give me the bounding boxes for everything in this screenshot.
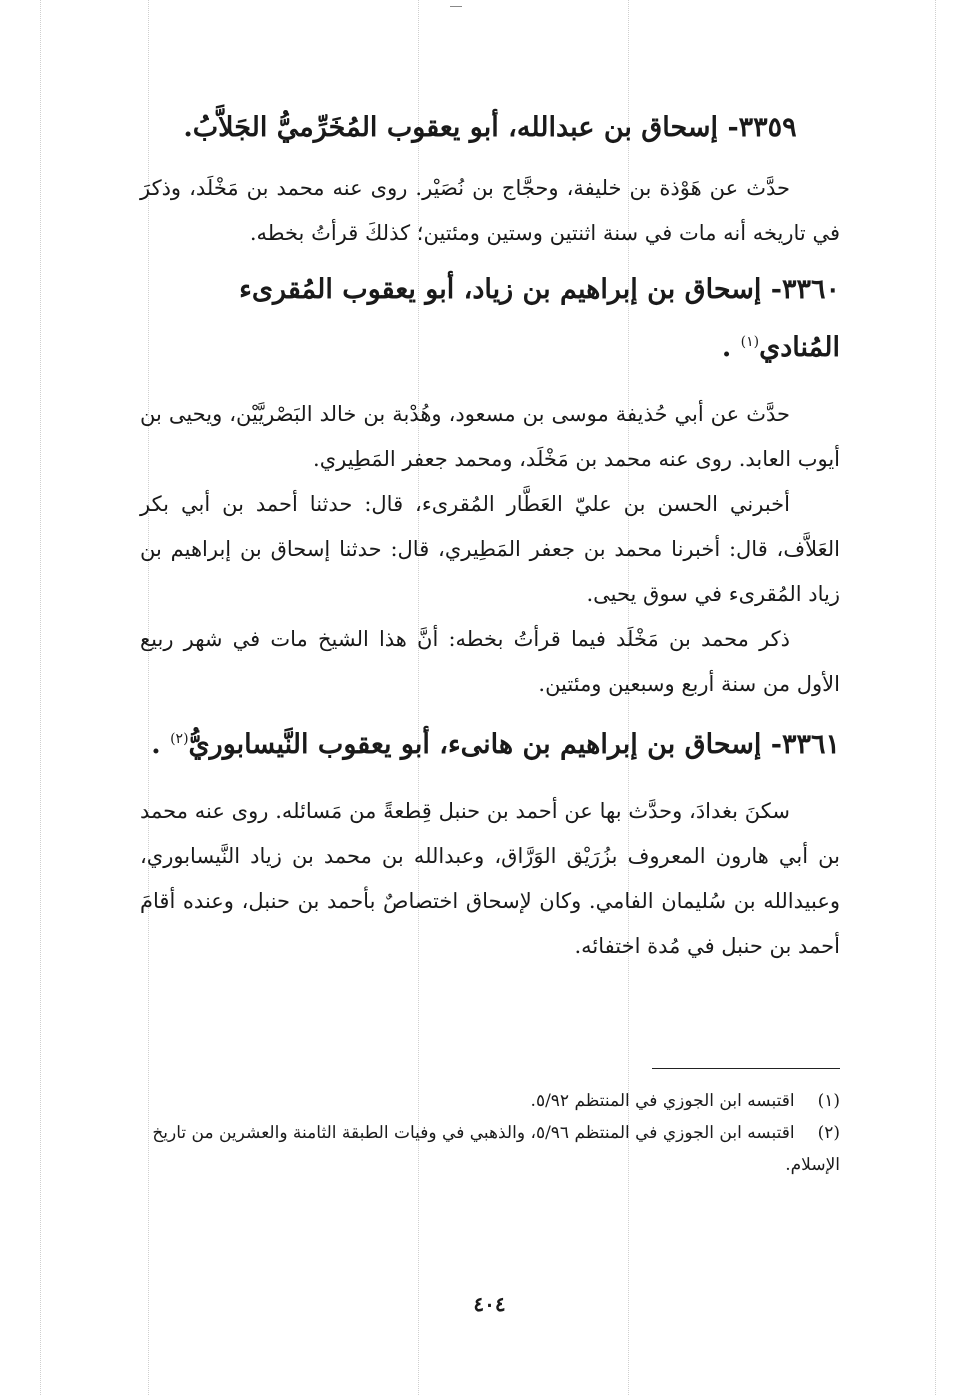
footnote-number: (١) [817,1091,840,1111]
page-number: ٤٠٤ [473,1292,506,1316]
entry-paragraph: سكنَ بغدادَ، وحدَّث بها عن أحمد بن حنبل قِطعةً من مَسائله. روى عنه محمد بن أبي هارون المعروف بزُرَيْق الوَرَّاق، وعبدالله بن محمد بن زياد النَّيسابوري، وعبيدالله بن سُليمان الفامي. وكان لإسحاق اختصاصٌ بأحمد بن حنبل، وعنده أقامَ أحمد بن حنبل في مُدة اختفائه. [140,799,840,958]
scan-artifact-line [935,0,936,1395]
footnote-number: (٢) [817,1123,840,1143]
main-text [140,100,840,969]
entry-title-text: ٣٣٦١- إسحاق بن إبراهيم بن هانىء، أبو يعقوب النَّيسابوريُّ [188,729,840,760]
footnote-text: اقتبسه ابن الجوزي في المنتظم ٥/٩٢. [530,1091,795,1111]
entry-title [140,104,840,152]
entry-title: ٣٣٦٠- إسحاق بن إبراهيم بن زياد، أبو يعقوب المُقرىء المُنادي$^{(١)}$ . [239,274,840,363]
footnote [140,1085,840,1117]
entry-title-text: ٣٣٥٩- إسحاق بن عبدالله، أبو يعقوب المُخَرِّميُّ الجَلاَّبُ. [183,112,797,143]
footnote-text: اقتبسه ابن الجوزي في المنتظم ٥/٩٦، والذهبي في وفيات الطبقة الثامنة والعشرين من تاريخ الإسلام. [152,1123,840,1175]
entry-title: ٣٣٦١- إسحاق بن إبراهيم بن هانىء، أبو يعقوب النَّيسابوريُّ$^{(٢)}$ . [151,729,840,760]
entry-paragraph: حدَّث عن أبي حُذيفة موسى بن مسعود، وهُدْبة بن خالد البَصْريَّيْن، ويحيى بن أيوب العابد. روى عنه محمد بن مَخْلَد، ومحمد جعفر المَطِيري. [140,402,840,471]
entry-3360 [140,264,840,707]
footnote-reference[interactable]: (٢) [170,731,189,747]
scan-artifact-line [40,0,41,1395]
entry-title-text: ٣٣٦٠- إسحاق بن إبراهيم بن زياد، أبو يعقوب المُقرىء المُنادي [239,274,840,363]
scan-mark [450,0,462,7]
footnote-separator [652,1068,840,1069]
entry-3361 [140,713,840,969]
entry-paragraph: أخبرني الحسن بن عليّ العَطَّار المُقرىء، قال: حدثنا أحمد بن أبي بكر العَلاَّف، قال: أخبرنا محمد بن جعفر المَطِيري، قال: حدثنا إسحاق بن إبراهيم بن زياد المُقرىء في سوق يحيى. [140,492,840,606]
entry-3359 [140,104,840,256]
entry-paragraph: ذكر محمد بن مَخْلَد فيما قرأتُ بخطه: أنَّ هذا الشيخ مات في شهر ربيع الأول من سنة أربع وسبعين ومئتين. [140,627,840,696]
footnote-reference[interactable]: (١) [740,334,760,350]
footnotes [140,1085,840,1181]
entry-paragraph: حدَّث عن هَوْذة بن خليفة، وحجَّاج بن نُصَيْر. روى عنه محمد بن مَخْلَد، وذكرَ في تاريخه أنه مات في سنة اثنتين وستين ومئتين؛ كذلكَ قرأتُ بخطه. [140,176,840,245]
footnote [140,1117,840,1181]
